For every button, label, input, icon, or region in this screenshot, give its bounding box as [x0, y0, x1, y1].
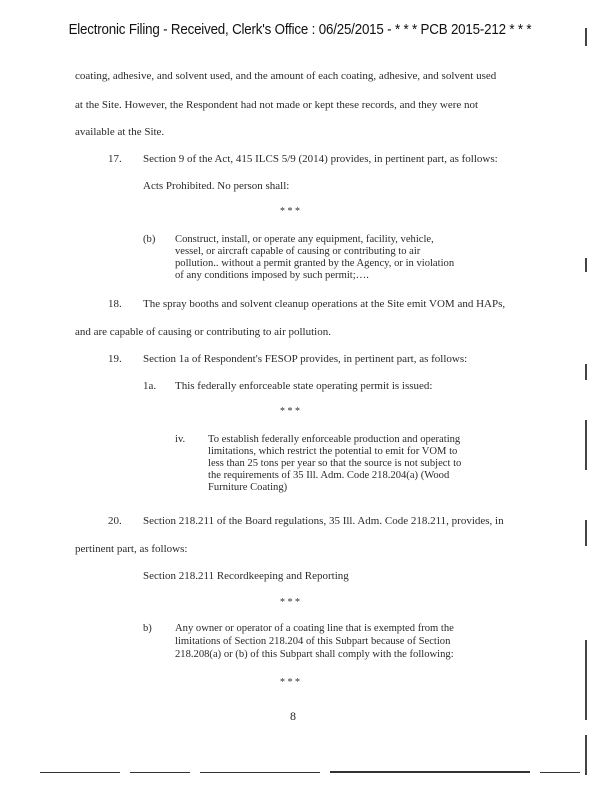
- ellipsis-stars: * * *: [280, 597, 300, 608]
- scan-mark: [130, 772, 190, 773]
- ellipsis-stars: * * *: [280, 406, 300, 417]
- scan-mark: [585, 28, 587, 46]
- body-line: Section 1a of Respondent's FESOP provides, in pertinent part, as follows:: [143, 353, 468, 365]
- scan-mark: [200, 772, 320, 773]
- paragraph-number: 17.: [108, 153, 122, 165]
- quote-line: 218.208(a) or (b) of this Subpart shall comply with the following:: [175, 649, 454, 660]
- quote-line: Any owner or operator of a coating line that is exempted from the: [175, 623, 454, 634]
- scan-mark: [585, 735, 587, 775]
- quote-line: limitations, which restrict the potential to emit for VOM to: [208, 446, 458, 457]
- scan-mark: [585, 420, 587, 470]
- body-line: available at the Site.: [75, 126, 165, 138]
- quote-line: vessel, or aircraft capable of causing or contributing to air: [175, 246, 421, 257]
- section-title: Section 218.211 Recordkeeping and Reporting: [143, 570, 349, 582]
- scan-mark: [540, 772, 580, 773]
- quote-line: limitations of Section 218.204 of this Subpart because of Section: [175, 636, 451, 647]
- quote-line: To establish federally enforceable production and operating: [208, 434, 461, 445]
- body-line: This federally enforceable state operating permit is issued:: [175, 380, 433, 392]
- body-line: and are capable of causing or contributing to air pollution.: [75, 326, 331, 338]
- body-line: at the Site. However, the Respondent had not made or kept these records, and they were not: [75, 99, 479, 111]
- scan-mark: [330, 771, 530, 773]
- quote-line: Construct, install, or operate any equipment, facility, vehicle,: [175, 234, 434, 245]
- list-label: 1a.: [143, 380, 157, 392]
- body-line: The spray booths and solvent cleanup operations at the Site emit VOM and HAPs,: [143, 298, 506, 310]
- paragraph-number: 20.: [108, 515, 122, 527]
- quote-line: less than 25 tons per year so that the source is not subject to: [208, 458, 462, 469]
- list-label: iv.: [175, 434, 186, 445]
- body-line: Section 9 of the Act, 415 ILCS 5/9 (2014) provides, in pertinent part, as follows:: [143, 153, 498, 165]
- quote-line: of any conditions imposed by such permit;….: [175, 270, 369, 281]
- ellipsis-stars: * * *: [280, 677, 300, 688]
- body-line: Acts Prohibited. No person shall:: [143, 180, 290, 192]
- quote-line: Furniture Coating): [208, 482, 288, 493]
- scan-mark: [585, 258, 587, 272]
- scan-mark: [585, 640, 587, 720]
- paragraph-number: 19.: [108, 353, 122, 365]
- scan-mark: [585, 364, 587, 380]
- scan-mark: [585, 520, 587, 546]
- ellipsis-stars: * * *: [280, 206, 300, 217]
- page-number: 8: [290, 709, 296, 723]
- filing-header: Electronic Filing - Received, Clerk's Office : 06/25/2015 - * * * PCB 2015-212 * * *: [68, 22, 532, 38]
- body-line: coating, adhesive, and solvent used, and the amount of each coating, adhesive, and solvent used: [75, 70, 497, 82]
- list-label: b): [143, 623, 152, 634]
- quote-line: pollution.. without a permit granted by the Agency, or in violation: [175, 258, 455, 269]
- list-label: (b): [143, 234, 156, 245]
- body-line: pertinent part, as follows:: [75, 543, 188, 555]
- body-line: Section 218.211 of the Board regulations, 35 Ill. Adm. Code 218.211, provides, in: [143, 515, 504, 527]
- scan-mark: [40, 772, 120, 773]
- paragraph-number: 18.: [108, 298, 122, 310]
- quote-line: the requirements of 35 Ill. Adm. Code 218.204(a) (Wood: [208, 470, 450, 481]
